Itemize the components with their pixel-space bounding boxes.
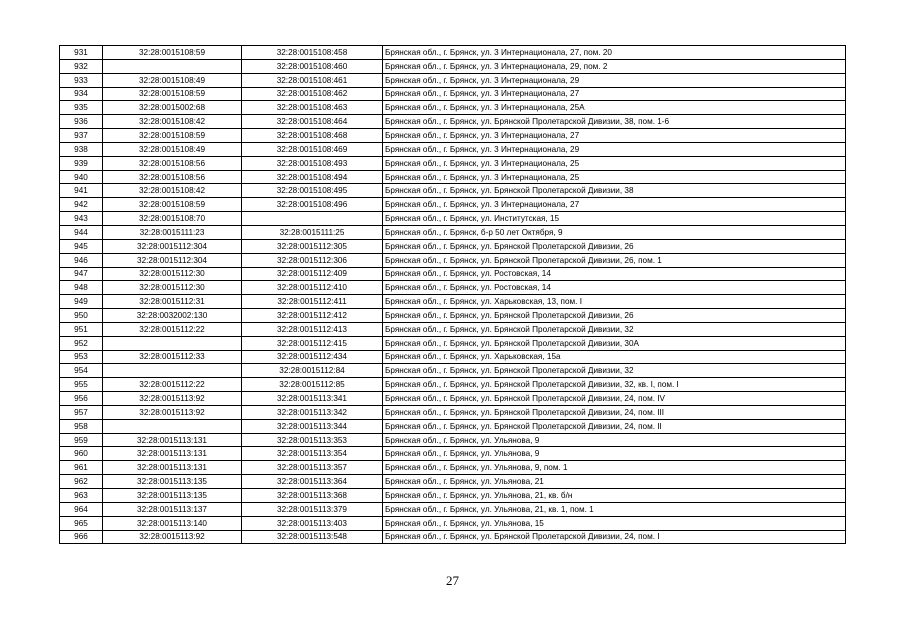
address-cell: Брянская обл., г. Брянск, ул. Брянской Пролетарской Дивизии, 26 bbox=[383, 239, 846, 253]
parcel-cadastral-number-cell bbox=[103, 59, 242, 73]
parcel-cadastral-number-cell: 32:28:0015113:137 bbox=[103, 502, 242, 516]
object-cadastral-number-cell: 32:28:0015108:496 bbox=[242, 198, 383, 212]
address-cell: Брянская обл., г. Брянск, ул. Институтская, 15 bbox=[383, 212, 846, 226]
address-cell: Брянская обл., г. Брянск, ул. Ростовская, 14 bbox=[383, 267, 846, 281]
row-number-cell: 947 bbox=[60, 267, 103, 281]
address-cell: Брянская обл., г. Брянск, б-р 50 лет Октября, 9 bbox=[383, 225, 846, 239]
row-number-cell: 960 bbox=[60, 447, 103, 461]
object-cadastral-number-cell: 32:28:0015113:341 bbox=[242, 392, 383, 406]
row-number-cell: 952 bbox=[60, 336, 103, 350]
table-row bbox=[60, 419, 846, 433]
object-cadastral-number-cell: 32:28:0015111:25 bbox=[242, 225, 383, 239]
object-cadastral-number-cell: 32:28:0015112:409 bbox=[242, 267, 383, 281]
parcel-cadastral-number-cell: 32:28:0015111:23 bbox=[103, 225, 242, 239]
address-cell: Брянская обл., г. Брянск, ул. Брянской Пролетарской Дивизии, 32 bbox=[383, 322, 846, 336]
parcel-cadastral-number-cell: 32:28:0015108:42 bbox=[103, 184, 242, 198]
table-row bbox=[60, 364, 846, 378]
object-cadastral-number-cell: 32:28:0015113:357 bbox=[242, 461, 383, 475]
object-cadastral-number-cell: 32:28:0015112:415 bbox=[242, 336, 383, 350]
address-cell: Брянская обл., г. Брянск, ул. Брянской Пролетарской Дивизии, 26 bbox=[383, 309, 846, 323]
parcel-cadastral-number-cell: 32:28:0015108:56 bbox=[103, 170, 242, 184]
object-cadastral-number-cell bbox=[242, 212, 383, 226]
parcel-cadastral-number-cell bbox=[103, 336, 242, 350]
object-cadastral-number-cell: 32:28:0015108:468 bbox=[242, 129, 383, 143]
table-row bbox=[60, 198, 846, 212]
row-number-cell: 966 bbox=[60, 530, 103, 544]
parcel-cadastral-number-cell: 32:28:0015113:131 bbox=[103, 461, 242, 475]
address-cell: Брянская обл., г. Брянск, ул. 3 Интернационала, 29, пом. 2 bbox=[383, 59, 846, 73]
row-number-cell: 932 bbox=[60, 59, 103, 73]
table-row bbox=[60, 336, 846, 350]
object-cadastral-number-cell: 32:28:0015113:403 bbox=[242, 516, 383, 530]
parcel-cadastral-number-cell: 32:28:0015112:30 bbox=[103, 267, 242, 281]
address-cell: Брянская обл., г. Брянск, ул. Брянской Пролетарской Дивизии, 32 bbox=[383, 364, 846, 378]
object-cadastral-number-cell: 32:28:0015113:354 bbox=[242, 447, 383, 461]
object-cadastral-number-cell: 32:28:0015108:458 bbox=[242, 46, 383, 60]
row-number-cell: 962 bbox=[60, 475, 103, 489]
parcel-cadastral-number-cell: 32:28:0015112:33 bbox=[103, 350, 242, 364]
table-row bbox=[60, 447, 846, 461]
address-cell: Брянская обл., г. Брянск, ул. Ульянова, 21 bbox=[383, 475, 846, 489]
parcel-cadastral-number-cell: 32:28:0015112:30 bbox=[103, 281, 242, 295]
object-cadastral-number-cell: 32:28:0015112:412 bbox=[242, 309, 383, 323]
parcel-cadastral-number-cell bbox=[103, 419, 242, 433]
row-number-cell: 955 bbox=[60, 378, 103, 392]
row-number-cell: 959 bbox=[60, 433, 103, 447]
row-number-cell: 954 bbox=[60, 364, 103, 378]
address-cell: Брянская обл., г. Брянск, ул. Харьковская, 15а bbox=[383, 350, 846, 364]
address-cell: Брянская обл., г. Брянск, ул. 3 Интернационала, 29 bbox=[383, 73, 846, 87]
parcel-cadastral-number-cell: 32:28:0015113:140 bbox=[103, 516, 242, 530]
parcel-cadastral-number-cell: 32:28:0015108:49 bbox=[103, 73, 242, 87]
row-number-cell: 941 bbox=[60, 184, 103, 198]
row-number-cell: 940 bbox=[60, 170, 103, 184]
object-cadastral-number-cell: 32:28:0015108:464 bbox=[242, 115, 383, 129]
table-row bbox=[60, 129, 846, 143]
parcel-cadastral-number-cell: 32:28:0015113:135 bbox=[103, 489, 242, 503]
row-number-cell: 939 bbox=[60, 156, 103, 170]
address-cell: Брянская обл., г. Брянск, ул. Ульянова, 9 bbox=[383, 433, 846, 447]
table-row bbox=[60, 350, 846, 364]
page-number: 27 bbox=[446, 573, 459, 588]
table-row bbox=[60, 101, 846, 115]
parcel-cadastral-number-cell: 32:28:0015112:22 bbox=[103, 322, 242, 336]
address-cell: Брянская обл., г. Брянск, ул. 3 Интернационала, 27 bbox=[383, 129, 846, 143]
address-cell: Брянская обл., г. Брянск, ул. Брянской Пролетарской Дивизии, 32, кв. I, пом. I bbox=[383, 378, 846, 392]
table-row bbox=[60, 87, 846, 101]
address-cell: Брянская обл., г. Брянск, ул. Ульянова, 9, пом. 1 bbox=[383, 461, 846, 475]
object-cadastral-number-cell: 32:28:0015113:379 bbox=[242, 502, 383, 516]
row-number-cell: 933 bbox=[60, 73, 103, 87]
row-number-cell: 948 bbox=[60, 281, 103, 295]
address-cell: Брянская обл., г. Брянск, ул. Ульянова, 15 bbox=[383, 516, 846, 530]
object-cadastral-number-cell: 32:28:0015113:548 bbox=[242, 530, 383, 544]
row-number-cell: 965 bbox=[60, 516, 103, 530]
row-number-cell: 936 bbox=[60, 115, 103, 129]
table-row bbox=[60, 46, 846, 60]
object-cadastral-number-cell: 32:28:0015112:411 bbox=[242, 295, 383, 309]
address-cell: Брянская обл., г. Брянск, ул. Брянской Пролетарской Дивизии, 26, пом. 1 bbox=[383, 253, 846, 267]
object-cadastral-number-cell: 32:28:0015112:305 bbox=[242, 239, 383, 253]
parcel-cadastral-number-cell: 32:28:0015112:304 bbox=[103, 239, 242, 253]
table-row bbox=[60, 461, 846, 475]
table-row bbox=[60, 475, 846, 489]
object-cadastral-number-cell: 32:28:0015112:85 bbox=[242, 378, 383, 392]
object-cadastral-number-cell: 32:28:0015112:410 bbox=[242, 281, 383, 295]
object-cadastral-number-cell: 32:28:0015112:413 bbox=[242, 322, 383, 336]
table-row bbox=[60, 156, 846, 170]
row-number-cell: 934 bbox=[60, 87, 103, 101]
object-cadastral-number-cell: 32:28:0015112:434 bbox=[242, 350, 383, 364]
address-cell: Брянская обл., г. Брянск, ул. Ульянова, 21, кв. 1, пом. 1 bbox=[383, 502, 846, 516]
row-number-cell: 935 bbox=[60, 101, 103, 115]
address-cell: Брянская обл., г. Брянск, ул. Ростовская, 14 bbox=[383, 281, 846, 295]
table-row bbox=[60, 142, 846, 156]
parcel-cadastral-number-cell: 32:28:0032002:130 bbox=[103, 309, 242, 323]
object-cadastral-number-cell: 32:28:0015113:364 bbox=[242, 475, 383, 489]
table-row bbox=[60, 184, 846, 198]
row-number-cell: 937 bbox=[60, 129, 103, 143]
address-cell: Брянская обл., г. Брянск, ул. 3 Интернационала, 25А bbox=[383, 101, 846, 115]
parcel-cadastral-number-cell: 32:28:0015108:59 bbox=[103, 46, 242, 60]
address-cell: Брянская обл., г. Брянск, ул. Брянской Пролетарской Дивизии, 30А bbox=[383, 336, 846, 350]
parcel-cadastral-number-cell: 32:28:0015002:68 bbox=[103, 101, 242, 115]
object-cadastral-number-cell: 32:28:0015108:461 bbox=[242, 73, 383, 87]
table-row bbox=[60, 489, 846, 503]
object-cadastral-number-cell: 32:28:0015112:306 bbox=[242, 253, 383, 267]
address-cell: Брянская обл., г. Брянск, ул. Харьковская, 13, пом. I bbox=[383, 295, 846, 309]
address-cell: Брянская обл., г. Брянск, ул. Брянской Пролетарской Дивизии, 24, пом. II bbox=[383, 419, 846, 433]
table-row bbox=[60, 59, 846, 73]
row-number-cell: 946 bbox=[60, 253, 103, 267]
table-row bbox=[60, 267, 846, 281]
row-number-cell: 950 bbox=[60, 309, 103, 323]
address-cell: Брянская обл., г. Брянск, ул. Ульянова, 21, кв. б/н bbox=[383, 489, 846, 503]
object-cadastral-number-cell: 32:28:0015113:342 bbox=[242, 405, 383, 419]
parcel-cadastral-number-cell: 32:28:0015108:59 bbox=[103, 129, 242, 143]
table-row bbox=[60, 378, 846, 392]
parcel-cadastral-number-cell: 32:28:0015112:304 bbox=[103, 253, 242, 267]
table-row bbox=[60, 115, 846, 129]
address-cell: Брянская обл., г. Брянск, ул. 3 Интернационала, 25 bbox=[383, 156, 846, 170]
table-row bbox=[60, 322, 846, 336]
parcel-cadastral-number-cell: 32:28:0015108:56 bbox=[103, 156, 242, 170]
table-row bbox=[60, 309, 846, 323]
row-number-cell: 964 bbox=[60, 502, 103, 516]
row-number-cell: 944 bbox=[60, 225, 103, 239]
parcel-cadastral-number-cell: 32:28:0015108:42 bbox=[103, 115, 242, 129]
address-cell: Брянская обл., г. Брянск, ул. 3 Интернационала, 25 bbox=[383, 170, 846, 184]
object-cadastral-number-cell: 32:28:0015108:462 bbox=[242, 87, 383, 101]
object-cadastral-number-cell: 32:28:0015113:344 bbox=[242, 419, 383, 433]
cadastral-register-table bbox=[59, 45, 846, 544]
row-number-cell: 956 bbox=[60, 392, 103, 406]
table-row bbox=[60, 73, 846, 87]
parcel-cadastral-number-cell: 32:28:0015112:22 bbox=[103, 378, 242, 392]
parcel-cadastral-number-cell: 32:28:0015108:70 bbox=[103, 212, 242, 226]
table-row bbox=[60, 516, 846, 530]
address-cell: Брянская обл., г. Брянск, ул. Брянской Пролетарской Дивизии, 24, пом. I bbox=[383, 530, 846, 544]
row-number-cell: 958 bbox=[60, 419, 103, 433]
row-number-cell: 953 bbox=[60, 350, 103, 364]
table-row bbox=[60, 392, 846, 406]
address-cell: Брянская обл., г. Брянск, ул. 3 Интернационала, 27 bbox=[383, 198, 846, 212]
table-row bbox=[60, 433, 846, 447]
object-cadastral-number-cell: 32:28:0015113:368 bbox=[242, 489, 383, 503]
address-cell: Брянская обл., г. Брянск, ул. 3 Интернационала, 29 bbox=[383, 142, 846, 156]
parcel-cadastral-number-cell: 32:28:0015108:59 bbox=[103, 87, 242, 101]
parcel-cadastral-number-cell: 32:28:0015108:49 bbox=[103, 142, 242, 156]
table-row bbox=[60, 405, 846, 419]
address-cell: Брянская обл., г. Брянск, ул. Брянской Пролетарской Дивизии, 38, пом. 1-6 bbox=[383, 115, 846, 129]
row-number-cell: 949 bbox=[60, 295, 103, 309]
parcel-cadastral-number-cell: 32:28:0015113:135 bbox=[103, 475, 242, 489]
table-row bbox=[60, 295, 846, 309]
parcel-cadastral-number-cell: 32:28:0015113:92 bbox=[103, 405, 242, 419]
object-cadastral-number-cell: 32:28:0015108:494 bbox=[242, 170, 383, 184]
address-cell: Брянская обл., г. Брянск, ул. 3 Интернационала, 27 bbox=[383, 87, 846, 101]
parcel-cadastral-number-cell bbox=[103, 364, 242, 378]
table-row bbox=[60, 530, 846, 544]
address-cell: Брянская обл., г. Брянск, ул. Брянской Пролетарской Дивизии, 24, пом. III bbox=[383, 405, 846, 419]
table-row bbox=[60, 170, 846, 184]
parcel-cadastral-number-cell: 32:28:0015113:131 bbox=[103, 433, 242, 447]
object-cadastral-number-cell: 32:28:0015108:493 bbox=[242, 156, 383, 170]
row-number-cell: 957 bbox=[60, 405, 103, 419]
table-body bbox=[60, 46, 846, 544]
object-cadastral-number-cell: 32:28:0015108:495 bbox=[242, 184, 383, 198]
row-number-cell: 963 bbox=[60, 489, 103, 503]
object-cadastral-number-cell: 32:28:0015108:463 bbox=[242, 101, 383, 115]
parcel-cadastral-number-cell: 32:28:0015108:59 bbox=[103, 198, 242, 212]
table-row bbox=[60, 281, 846, 295]
table-row bbox=[60, 502, 846, 516]
object-cadastral-number-cell: 32:28:0015108:460 bbox=[242, 59, 383, 73]
parcel-cadastral-number-cell: 32:28:0015113:92 bbox=[103, 392, 242, 406]
table-row bbox=[60, 212, 846, 226]
row-number-cell: 945 bbox=[60, 239, 103, 253]
parcel-cadastral-number-cell: 32:28:0015113:131 bbox=[103, 447, 242, 461]
row-number-cell: 961 bbox=[60, 461, 103, 475]
table-row bbox=[60, 225, 846, 239]
row-number-cell: 951 bbox=[60, 322, 103, 336]
address-cell: Брянская обл., г. Брянск, ул. Брянской Пролетарской Дивизии, 24, пом. IV bbox=[383, 392, 846, 406]
object-cadastral-number-cell: 32:28:0015112:84 bbox=[242, 364, 383, 378]
parcel-cadastral-number-cell: 32:28:0015113:92 bbox=[103, 530, 242, 544]
row-number-cell: 938 bbox=[60, 142, 103, 156]
table-row bbox=[60, 239, 846, 253]
address-cell: Брянская обл., г. Брянск, ул. Ульянова, 9 bbox=[383, 447, 846, 461]
object-cadastral-number-cell: 32:28:0015108:469 bbox=[242, 142, 383, 156]
address-cell: Брянская обл., г. Брянск, ул. Брянской Пролетарской Дивизии, 38 bbox=[383, 184, 846, 198]
object-cadastral-number-cell: 32:28:0015113:353 bbox=[242, 433, 383, 447]
address-cell: Брянская обл., г. Брянск, ул. 3 Интернационала, 27, пом. 20 bbox=[383, 46, 846, 60]
parcel-cadastral-number-cell: 32:28:0015112:31 bbox=[103, 295, 242, 309]
row-number-cell: 943 bbox=[60, 212, 103, 226]
row-number-cell: 931 bbox=[60, 46, 103, 60]
table-row bbox=[60, 253, 846, 267]
row-number-cell: 942 bbox=[60, 198, 103, 212]
